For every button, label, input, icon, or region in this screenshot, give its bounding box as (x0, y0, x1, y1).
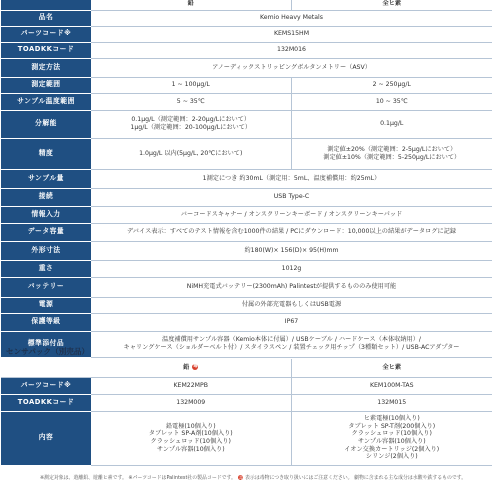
range-lead: 1 ~ 100μg/L (91, 77, 291, 93)
table-row (1, 138, 492, 169)
row-label: データ容量 (1, 223, 91, 241)
spec-header-blank (1, 0, 91, 10)
resolution-lead-line: 0.1μg/L（測定範囲：2-20μg/Lにおいて） (131, 116, 251, 124)
footnote-text: 劇物に含まれる主な成分は水酸や鉄するものです。 (354, 475, 467, 481)
power: 付属の外部充電器もしくはUSB電源 (91, 297, 492, 313)
table-row (1, 223, 492, 241)
accuracy-arsenic (291, 138, 492, 169)
table-row (1, 110, 492, 138)
product-name: Kemio Heavy Metals (91, 10, 492, 26)
table-row (1, 42, 492, 58)
contents-arsenic-item: クラッシュロッド(10個入り) (351, 430, 432, 438)
table-row (1, 26, 492, 42)
accessories (91, 331, 492, 357)
sensor-toadkk-arsenic: 132M015 (291, 394, 492, 411)
table-row (1, 93, 492, 110)
row-label: 情報入力 (1, 206, 91, 223)
table-row (1, 58, 492, 77)
data-capacity: デバイス表示：すべてのテスト情報を含む1000件の結果 / PCにダウンロード：10,000以上の結果がデータログに記録 (91, 223, 492, 241)
contents-arsenic-item: シリンジ(2個入り) (365, 453, 418, 461)
spec-col-arsenic: 全ヒ素 (291, 0, 492, 10)
accessories-line: キャリングケース（ショルダーベルト付）/ スタイラスペン / 装置チェック用チップ（3種類セット）/ USB-ACアダプター (123, 344, 460, 351)
contents-lead-item: 鉛電極(10個入り) (165, 422, 216, 430)
battery: NiMH充電式バッテリー(2300mAh) Palintestが提供するもののみ使用可能 (91, 277, 492, 297)
row-label: 測定方法 (1, 58, 91, 77)
footnote-text: ※測定対象は、遊離鉛、遊離ヒ素です。 ※パーツコードはPalintest社の製品コードです。 (40, 475, 236, 481)
table-row (1, 411, 492, 465)
sensor-table (1, 359, 492, 466)
row-label: 接続 (1, 188, 91, 206)
resolution-lead (91, 110, 291, 138)
method: アノーディックストリッピングボルタンメトリー（ASV） (91, 58, 492, 77)
sample-volume: 1測定につき 約30mL（測定用：5mL、温度補償用：約25mL） (91, 169, 492, 188)
table-row (1, 260, 492, 277)
row-label: 内容 (1, 411, 91, 465)
resolution-lead-line: 1μg/L（測定範囲：20-100μg/Lにおいて） (130, 124, 252, 131)
connection: USB Type-C (91, 188, 492, 206)
table-row (1, 169, 492, 188)
accuracy-lead: 1.0μg/L 以内(5μg/L, 20℃において) (91, 138, 291, 169)
part-code: KEMS15HM (91, 26, 492, 42)
sensor-col-lead (91, 359, 291, 377)
sensor-header-row (1, 359, 492, 377)
contents-lead-item: クラッシュロッド(10個入り) (150, 438, 231, 445)
row-label: 外形寸法 (1, 241, 91, 260)
table-row (1, 188, 492, 206)
row-label: サンプル温度範囲 (1, 93, 91, 110)
row-label: パーツコード※ (1, 26, 91, 42)
contents-arsenic-item: ヒ素電極(10個入り) (363, 415, 420, 423)
accuracy-arsenic-line: 測定値±10%（測定範囲：5-250μg/Lにおいて） (323, 153, 461, 161)
row-label: パーツコード※ (1, 377, 91, 394)
sensor-pack-title: センサパック（別売品） (6, 347, 90, 356)
sensor-col-arsenic: 全ヒ素 (291, 359, 492, 377)
weight: 1012g (91, 260, 492, 277)
sensor-col-lead-label: 鉛 (183, 363, 190, 371)
protection: IP67 (91, 313, 492, 331)
poison-badge-icon: 毒 (193, 363, 198, 369)
row-label: 分解能 (1, 110, 91, 138)
row-label: 測定範囲 (1, 77, 91, 93)
table-row (1, 77, 492, 93)
resolution-arsenic: 0.1μg/L (291, 110, 492, 138)
sensor-toadkk-lead: 132M009 (91, 394, 291, 411)
table-row (1, 313, 492, 331)
toadkk-code: 132M016 (91, 42, 492, 58)
sensor-part-lead: KEM22MPB (91, 377, 291, 394)
contents-lead-item: サンプル容器(10個入り) (156, 445, 225, 453)
contents-lead (91, 411, 291, 465)
row-label: TOADKKコード (1, 42, 91, 58)
table-row (1, 394, 492, 411)
sensor-header-blank (1, 359, 91, 377)
table-row (1, 206, 492, 223)
spec-col-lead: 鉛 (91, 0, 291, 10)
row-label: 精度 (1, 138, 91, 169)
contents-lead-item: タブレット SP-A剤(10個入り) (148, 430, 233, 438)
footnote-text: 表示は毒物につき取り扱いにはご注意ください。 (245, 475, 353, 481)
row-label: サンプル量 (1, 169, 91, 188)
accessories-line: 温度補償用サンプル容器（Kemio本体に付属）/ USBケーブル / ハードケース（本体収納用）/ (162, 336, 421, 344)
row-label: 電源 (1, 297, 91, 313)
table-row (1, 297, 492, 313)
accuracy-arsenic-line: 測定値±20%（測定範囲：2-5μg/Lにおいて） (327, 145, 457, 153)
row-label: 重さ (1, 260, 91, 277)
contents-arsenic (291, 411, 492, 465)
temp-lead: 5 ~ 35℃ (91, 93, 291, 110)
row-label: 保護等級 (1, 313, 91, 331)
row-label: TOADKKコード (1, 394, 91, 411)
contents-arsenic-item: タブレット SP-T剤(200個入り) (348, 422, 436, 430)
range-arsenic: 2 ~ 250μg/L (291, 77, 492, 93)
footnote (40, 474, 466, 481)
contents-arsenic-item: イオン交換カートリッジ(2個入り) (344, 445, 440, 453)
info-input: バーコードスキャナー / オンスクリーンキーボード / オンスクリーンキーパッド (91, 206, 492, 223)
table-row (1, 241, 492, 260)
contents-arsenic-item: サンプル容器(10個入り) (357, 438, 426, 445)
row-label: 品名 (1, 10, 91, 26)
poison-badge-icon: 毒 (238, 475, 243, 480)
row-label: バッテリー (1, 277, 91, 297)
row-label: 標準添付品 (1, 331, 91, 357)
table-row (1, 277, 492, 297)
sensor-part-arsenic: KEM100M-TAS (291, 377, 492, 394)
table-row (1, 10, 492, 26)
spec-header-row (1, 0, 492, 10)
table-row (1, 377, 492, 394)
dimensions: 約180(W)× 156(D)× 95(H)mm (91, 241, 492, 260)
spec-table (1, 0, 492, 358)
temp-arsenic: 10 ~ 35℃ (291, 93, 492, 110)
